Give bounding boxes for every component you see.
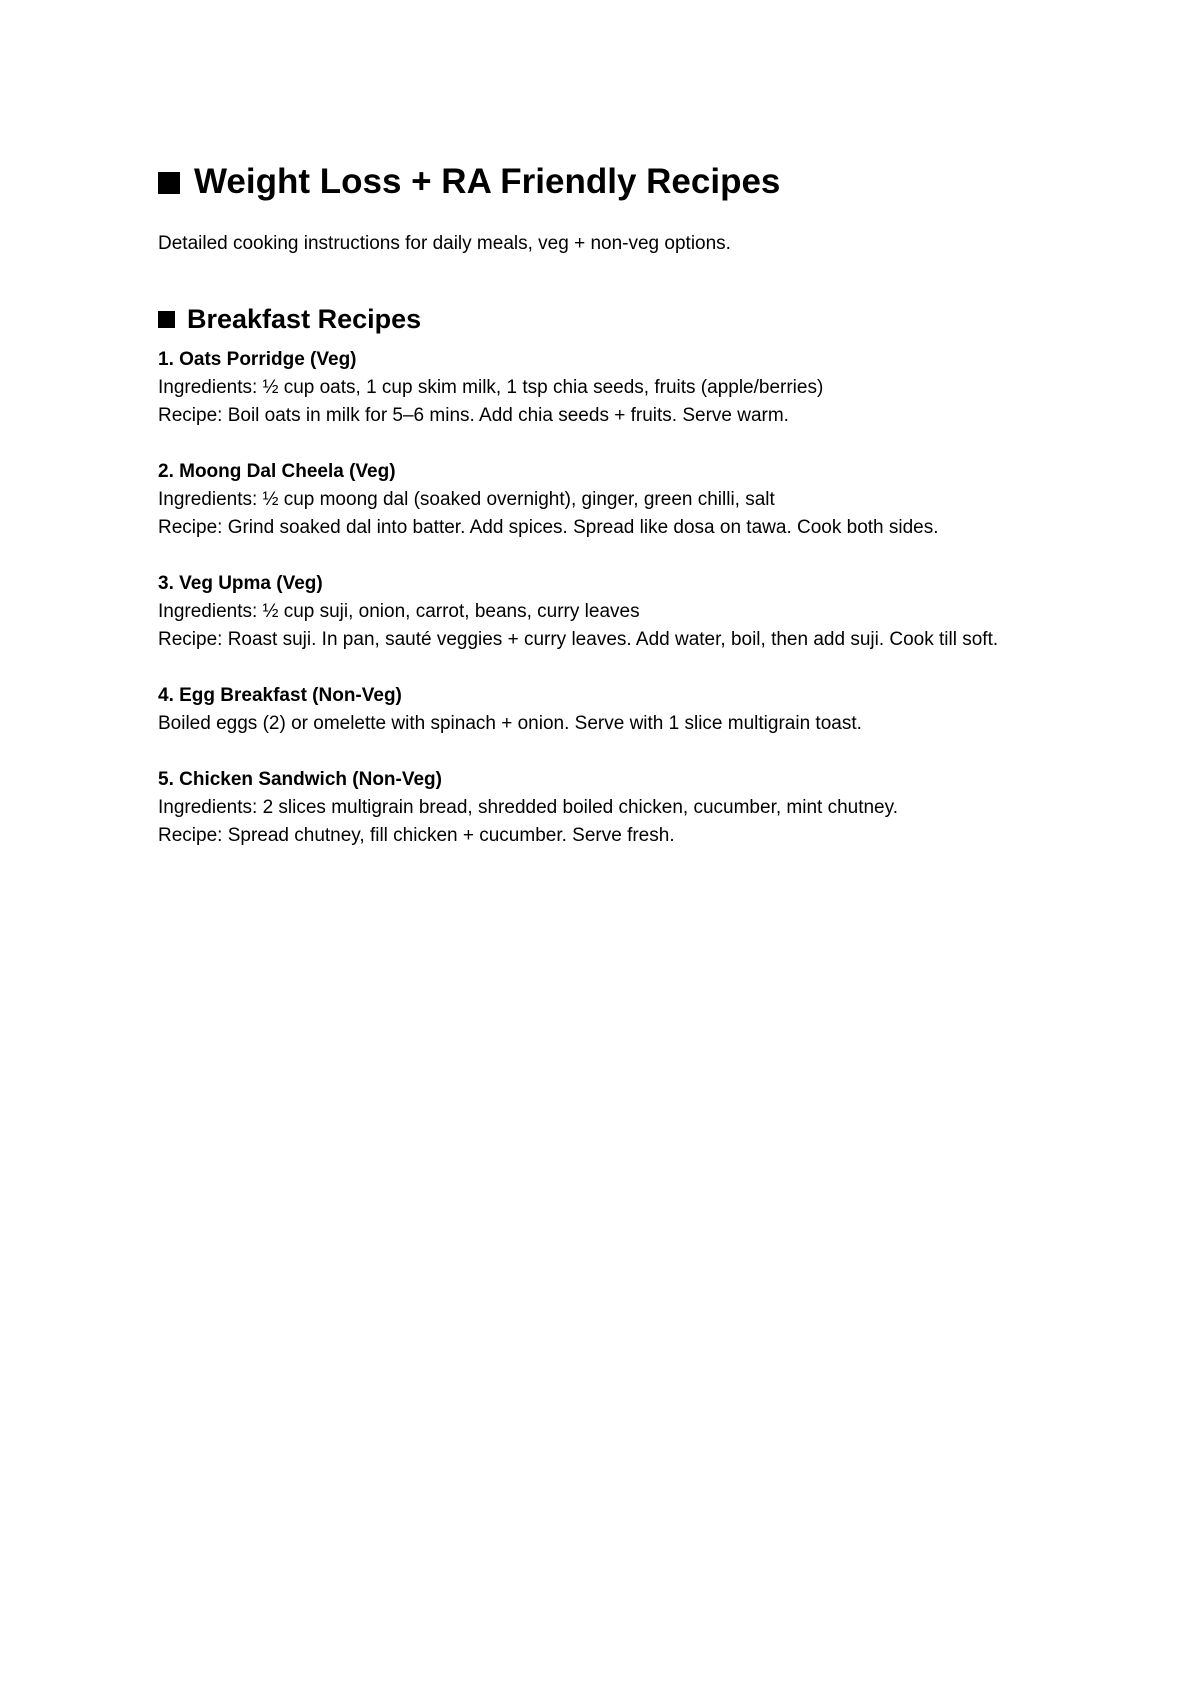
document-title-text: Weight Loss + RA Friendly Recipes	[194, 162, 781, 201]
black-square-icon	[158, 311, 175, 328]
recipe-instructions: Recipe: Roast suji. In pan, sauté veggies + curry leaves. Add water, boil, then add suji. Cook till soft.	[158, 629, 999, 650]
recipe-oats-porridge	[158, 346, 1058, 430]
recipe-description: Boiled eggs (2) or omelette with spinach + onion. Serve with 1 slice multigrain toast.	[158, 713, 862, 734]
document-subtitle: Detailed cooking instructions for daily meals, veg + non-veg options.	[158, 233, 731, 254]
document-page	[158, 158, 1058, 850]
section-breakfast	[158, 301, 1058, 850]
recipe-title: 5. Chicken Sandwich (Non-Veg)	[158, 769, 442, 790]
black-square-icon	[158, 172, 180, 194]
recipe-moong-dal-cheela	[158, 458, 1058, 542]
recipe-title: 1. Oats Porridge (Veg)	[158, 349, 357, 370]
recipe-veg-upma	[158, 570, 1058, 654]
recipe-chicken-sandwich	[158, 766, 1058, 850]
section-title	[158, 301, 1058, 337]
document-title	[158, 158, 1058, 206]
section-title-text: Breakfast Recipes	[187, 304, 422, 334]
recipe-title: 3. Veg Upma (Veg)	[158, 573, 323, 594]
recipe-ingredients: Ingredients: 2 slices multigrain bread, shredded boiled chicken, cucumber, mint chutney.	[158, 797, 898, 818]
recipe-ingredients: Ingredients: ½ cup moong dal (soaked overnight), ginger, green chilli, salt	[158, 489, 775, 510]
recipe-instructions: Recipe: Grind soaked dal into batter. Add spices. Spread like dosa on tawa. Cook both sides.	[158, 517, 939, 538]
recipe-instructions: Recipe: Spread chutney, fill chicken + cucumber. Serve fresh.	[158, 825, 675, 846]
recipe-egg-breakfast	[158, 682, 1058, 738]
recipe-title: 4. Egg Breakfast (Non-Veg)	[158, 685, 402, 706]
recipe-instructions: Recipe: Boil oats in milk for 5–6 mins. Add chia seeds + fruits. Serve warm.	[158, 405, 789, 426]
recipe-ingredients: Ingredients: ½ cup suji, onion, carrot, beans, curry leaves	[158, 601, 640, 622]
recipe-ingredients: Ingredients: ½ cup oats, 1 cup skim milk, 1 tsp chia seeds, fruits (apple/berries)	[158, 377, 824, 398]
recipe-title: 2. Moong Dal Cheela (Veg)	[158, 461, 396, 482]
